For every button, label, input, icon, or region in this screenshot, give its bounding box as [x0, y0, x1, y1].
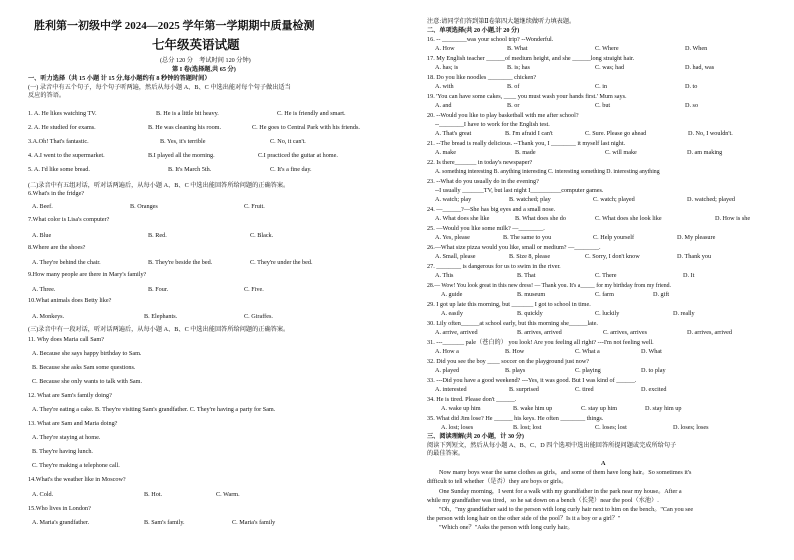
- q34-option-a: A. wake up him: [441, 405, 481, 412]
- q10-option-c: C. Giraffes.: [244, 313, 273, 320]
- q9-option-a: A. Three.: [32, 286, 56, 293]
- q20-option-a: A. That's great: [435, 130, 472, 137]
- q28-option-a: A. guide: [441, 291, 463, 298]
- q25-option-d: D. My pleasure: [677, 234, 716, 241]
- q6-option-a: A. Beef.: [32, 203, 53, 210]
- q32-option-c: C. playing: [575, 367, 601, 374]
- q35-option-d: D. loses; loses: [673, 424, 709, 431]
- q26-stem: 26.—What size pizza would you like, small or medium? —________.: [427, 244, 601, 251]
- q35-option-a: A. lost; loses: [441, 424, 474, 431]
- q26-option-a: A. Small, please: [435, 253, 476, 260]
- q3-option-a: 3.A.Oh! That's fantastic.: [28, 138, 89, 145]
- q27-option-a: A. This: [435, 272, 454, 279]
- q16-option-d: D. When: [685, 45, 708, 52]
- q20-stem-cont: --________I have to work for the English test.: [435, 121, 550, 128]
- section-three-title: 三、阅读理解(共 20 小题，计 30 分): [427, 433, 524, 440]
- q23-option-c: C. watch; played: [593, 196, 635, 203]
- q24-option-a: A. What does she like: [435, 215, 490, 222]
- q33-option-c: C. tired: [575, 386, 594, 393]
- q21-stem: 21. --The bread is really delicious. --Thank you, I ________ it myself last night.: [427, 140, 626, 147]
- q19-option-b: B. or: [507, 102, 520, 109]
- q34-stem: 34. He is tired. Please don't ______.: [427, 396, 517, 403]
- q23-stem-cont: --I usually _______TV, but last night I__________computer games.: [435, 187, 604, 194]
- q14-option-a: A. Cold.: [32, 491, 54, 498]
- subject-title: 七年级英语试题: [152, 38, 240, 52]
- q18-option-b: B. of: [507, 83, 520, 90]
- q29-stem: 29. I got up late this morning, but _______ I got to school in time.: [427, 301, 591, 308]
- q23-option-d: D. watched; played: [687, 196, 735, 203]
- q31-stem: 31. ---_______ pale（苍白的） you look! Are you feeling all right? ---I'm not feeling well.: [427, 339, 654, 346]
- section-one-title: 一、听力选择（共 15 小题 计 15 分,每小题约有 8 秒钟的答题时间）: [28, 75, 211, 82]
- section-one-a-instruction: (一) 录音中有五个句子，每个句子听两遍，然后从每小题 A、B、C 中选出能对每个句子做出适当: [28, 84, 291, 91]
- section-one-a-instruction-cont: 反应的答语。: [28, 92, 66, 99]
- q5-option-b: B. It's March 5th.: [168, 166, 212, 173]
- q19-option-c: C. but: [595, 102, 611, 109]
- q17-stem: 17. My English teacher ______of medium height, and she ______long straight hair.: [427, 55, 635, 62]
- section-three-instruction: 阅读下列短文，然后从每小题 A、B、C、D 四个选项中选出能回答所提问题或完成所给句子: [427, 442, 677, 449]
- q11-option-b: B. Because she asks Sam some questions.: [32, 364, 136, 371]
- q25-stem: 25. —Would you like some milk? —________.: [427, 225, 545, 232]
- q15-option-b: B. Sam's family.: [144, 519, 185, 526]
- q19-stem: 19. 'You can have some cakes, ____ you must wash your hands first.' Mum says.: [427, 93, 627, 100]
- q16-option-a: A. How: [435, 45, 455, 52]
- q1-option-c: C. He is friendly and smart.: [277, 110, 346, 117]
- q23-stem: 23. --What do you usually do in the evening?: [427, 178, 539, 185]
- q7-option-b: B. Red.: [148, 232, 167, 239]
- q26-option-c: C. Sorry, I don't know: [585, 253, 640, 260]
- q5-option-a: 5. A. I'd like some bread.: [28, 166, 90, 173]
- q11-option-a: A. Because she says happy birthday to Sam.: [32, 350, 142, 357]
- q17-option-a: A. has; is: [435, 64, 459, 71]
- passage-line-5: "Oh，"my grandfather said to the person with long curly hair next to him on the bench。"Can you see: [439, 506, 694, 513]
- q13-option-c: C. They're making a telephone call.: [32, 462, 120, 469]
- q25-option-b: B. The same to you: [503, 234, 552, 241]
- q24-stem: 24. —______?—She has big eyes and a small nose.: [427, 206, 556, 213]
- q32-option-a: A. played: [435, 367, 460, 374]
- q30-option-c: C. arrives, arrives: [603, 329, 647, 336]
- q33-option-a: A. interested: [435, 386, 467, 393]
- q13-option-a: A. They're staying at home.: [32, 434, 101, 441]
- q20-option-b: B. I'm afraid I can't: [505, 130, 553, 137]
- q23-option-a: A. watch; play: [435, 196, 472, 203]
- passage-line-6: the person with long hair on the other side of the pool？Is it a boy or a girl？": [427, 515, 621, 522]
- q2-option-c: C. He goes to Central Park with his friends.: [252, 124, 360, 131]
- q9-option-b: B. Four.: [148, 286, 169, 293]
- q20-option-c: C. Sure. Please go ahead: [585, 130, 647, 137]
- q30-option-b: B. arrives, arrived: [517, 329, 562, 336]
- q33-option-d: D. excited: [641, 386, 667, 393]
- exam-header-title: 胜利第一初级中学 2024—2025 学年第一学期期中质量检测: [34, 20, 315, 32]
- q8-option-a: A. They're behind the chair.: [32, 259, 101, 266]
- q3-option-b: B. Yes, it's terrible: [160, 138, 206, 145]
- q18-stem: 18. Do you like noodles ________ chicken?: [427, 74, 537, 81]
- q1-option-a: 1. A. He likes watching TV.: [28, 110, 97, 117]
- q34-option-c: C. stay up him: [581, 405, 618, 412]
- q35-option-b: B. lost; lost: [513, 424, 542, 431]
- q28-option-d: D. gift: [653, 291, 670, 298]
- q8-stem: 8.Where are the shoes?: [28, 244, 86, 251]
- q11-stem: 11. Why does Maria call Sam?: [28, 336, 104, 343]
- q13-option-b: B. They're having lunch.: [32, 448, 93, 455]
- q27-option-b: B. That: [517, 272, 536, 279]
- volume-one-heading: 第 I 卷(选择题,共 65 分): [172, 66, 236, 73]
- q7-option-a: A. Blue: [32, 232, 52, 239]
- q20-stem: 20. --Would you like to play basketball with me after school?: [427, 112, 579, 119]
- q20-option-d: D. No, I wouldn't.: [688, 130, 733, 137]
- q18-option-a: A. with: [435, 83, 454, 90]
- q28-option-b: B. museum: [517, 291, 546, 298]
- q12-stem: 12. What are Sam's family doing?: [28, 392, 112, 399]
- q33-option-b: B. surprised: [509, 386, 539, 393]
- q21-option-d: D. am making: [687, 149, 723, 156]
- q9-option-c: C. Five.: [244, 286, 264, 293]
- q27-option-c: C. There: [595, 272, 617, 279]
- q8-option-c: C. They're under the bed.: [250, 259, 313, 266]
- q10-option-b: B. Elephants.: [144, 313, 178, 320]
- q6-option-b: B. Oranges: [130, 203, 158, 210]
- section-one-b-instruction: (二)录音中有五组对话，听对话两遍后，从每小题 A、B、C 中选出能回答所给问题的正确答案。: [28, 182, 290, 189]
- q27-option-d: D. It: [683, 272, 695, 279]
- q30-option-d: D. arrives, arrived: [687, 329, 733, 336]
- q18-option-d: D. to: [685, 83, 698, 90]
- q4-option-b: B.I played all the morning.: [148, 152, 215, 159]
- q6-option-c: C. Fruit.: [244, 203, 265, 210]
- q21-option-a: A. make: [435, 149, 456, 156]
- q10-stem: 10.What animals does Betty like?: [28, 297, 112, 304]
- q32-option-d: D. to play: [641, 367, 666, 374]
- q31-option-b: B. How: [505, 348, 525, 355]
- q4-option-c: C.I practiced the guitar at home.: [258, 152, 338, 159]
- q2-option-b: B. He was cleaning his room.: [148, 124, 222, 131]
- q16-stem: 16. -- ________was your school trip? --Wonderful.: [427, 36, 554, 43]
- q24-option-d: D. How is she: [715, 215, 751, 222]
- q21-option-c: C. will make: [605, 149, 637, 156]
- q25-option-c: C. Help yourself: [593, 234, 635, 241]
- section-three-instruction-cont: 的最佳答案。: [427, 450, 465, 457]
- q7-stem: 7.What color is Lisa's computer?: [28, 216, 110, 223]
- score-time: (总分 120 分 考试时间 120 分钟): [160, 57, 251, 64]
- passage-label: A: [601, 460, 606, 467]
- q13-stem: 13. What are Sam and Maria doing?: [28, 420, 118, 427]
- section-one-c-instruction: (三)录音中有一段对话，听对话两遍后，从每小题 A、B、C 中选出能回答所给问题的正确答案。: [28, 326, 290, 333]
- q15-stem: 15.Who lives in London?: [28, 505, 91, 512]
- q19-option-a: A. and: [435, 102, 452, 109]
- q28-stem: 28.— Wow! You look great in this new dress! — Thank you. It's a_____ for my birthday from my friend.: [427, 283, 671, 289]
- q22-stem: 22. Is there_______ in today's newspaper?: [427, 159, 533, 166]
- q14-option-b: B. Hot.: [144, 491, 163, 498]
- q31-option-d: D. What: [641, 348, 662, 355]
- q23-option-b: B. watched; play: [509, 196, 551, 203]
- passage-line-2: difficult to tell whether（是否）they are boys or girls。: [427, 478, 568, 485]
- q29-option-a: A. easily: [441, 310, 463, 317]
- listening-note: 注意:请同学们答到第Ⅱ卷第四大题继续做听力填表题。: [427, 18, 576, 25]
- q10-option-a: A. Monkeys.: [32, 313, 65, 320]
- q9-stem: 9.How many people are there in Mary's family?: [28, 271, 147, 278]
- q32-option-b: B. plays: [505, 367, 526, 374]
- passage-line-7: "Which one？"Asks the person with long curly hair。: [439, 524, 574, 531]
- q32-stem: 32. Did you see the boy ____ soccer on the playground just now?: [427, 358, 590, 365]
- q11-option-c: C. Because she only wants to talk with Sam.: [32, 378, 142, 385]
- q15-option-c: C. Maria's family: [232, 519, 276, 526]
- q29-option-c: C. luckily: [595, 310, 620, 317]
- q31-option-a: A. How a: [435, 348, 459, 355]
- q14-option-c: C. Warm.: [216, 491, 240, 498]
- q16-option-b: B. What: [507, 45, 528, 52]
- q4-option-a: 4. A.I went to the supermarket.: [28, 152, 105, 159]
- q27-stem: 27. ________ is dangerous for us to swim in the river.: [427, 263, 561, 270]
- q28-option-c: C. farm: [595, 291, 614, 298]
- q22-options: A. something interesting B. anything interesting C. interesting something D. interesting anything: [435, 169, 660, 175]
- q26-option-b: B. Size 8, please: [509, 253, 551, 260]
- passage-line-4: while my grandfather was tired，so he sat down on a bench（长凳）near the pool（水池）.: [427, 497, 659, 504]
- q7-option-c: C. Black.: [250, 232, 274, 239]
- q35-option-c: C. loses; lost: [595, 424, 627, 431]
- q25-option-a: A. Yes, please: [435, 234, 470, 241]
- q29-option-b: B. quickly: [517, 310, 543, 317]
- q6-stem: 6.What's in the fridge?: [28, 190, 85, 197]
- q17-option-c: C. was; had: [595, 64, 625, 71]
- q17-option-b: B. is; has: [507, 64, 530, 71]
- q34-option-b: B. wake him up: [513, 405, 553, 412]
- q5-option-c: C. It's a fine day.: [270, 166, 312, 173]
- q24-option-c: C. What does she look like: [595, 215, 662, 222]
- q29-option-d: D. really: [673, 310, 695, 317]
- q15-option-a: A. Maria's grandfather.: [32, 519, 90, 526]
- q12-options: A. They're eating a cake. B. They're visiting Sam's grandfather. C. They're having a party for Sam.: [32, 406, 276, 413]
- q30-option-a: A. arrive, arrived: [435, 329, 478, 336]
- q34-option-d: D. stay him up: [645, 405, 682, 412]
- passage-line-1: Now many boys wear the same clothes as girls，and some of them have long hair。So sometimes it's: [439, 469, 692, 476]
- q19-option-d: D. so: [685, 102, 699, 109]
- q31-option-c: C. What a: [575, 348, 600, 355]
- q24-option-b: B. What does she do: [515, 215, 566, 222]
- q3-option-c: C. No, it can't.: [270, 138, 306, 145]
- q35-stem: 35. What did Jim lose? He ______ his keys. He often ________ things.: [427, 415, 604, 422]
- q21-option-b: B. made: [515, 149, 536, 156]
- q2-option-a: 2. A. He studied for exams.: [28, 124, 96, 131]
- q33-stem: 33. ---Did you have a good weekend? ---Yes, it was good. But I was kind of ______.: [427, 377, 637, 384]
- passage-line-3: One Sunday morning，I went for a walk with my grandfather in the park near my house。After a: [439, 488, 682, 495]
- q16-option-c: C. Where: [595, 45, 619, 52]
- q30-stem: 30. Lily often______at school early, but this morning she______late.: [427, 320, 598, 327]
- q1-option-b: B. He is a little bit heavy.: [156, 110, 219, 117]
- q26-option-d: D. Thank you: [677, 253, 712, 260]
- q8-option-b: B. They're beside the bed.: [148, 259, 213, 266]
- q17-option-d: D. had, was: [685, 64, 715, 71]
- section-two-title: 二、单项选择(共 20 小题,计 20 分): [427, 27, 520, 34]
- q18-option-c: C. in: [595, 83, 608, 90]
- q14-stem: 14.What's the weather like in Moscow?: [28, 476, 126, 483]
